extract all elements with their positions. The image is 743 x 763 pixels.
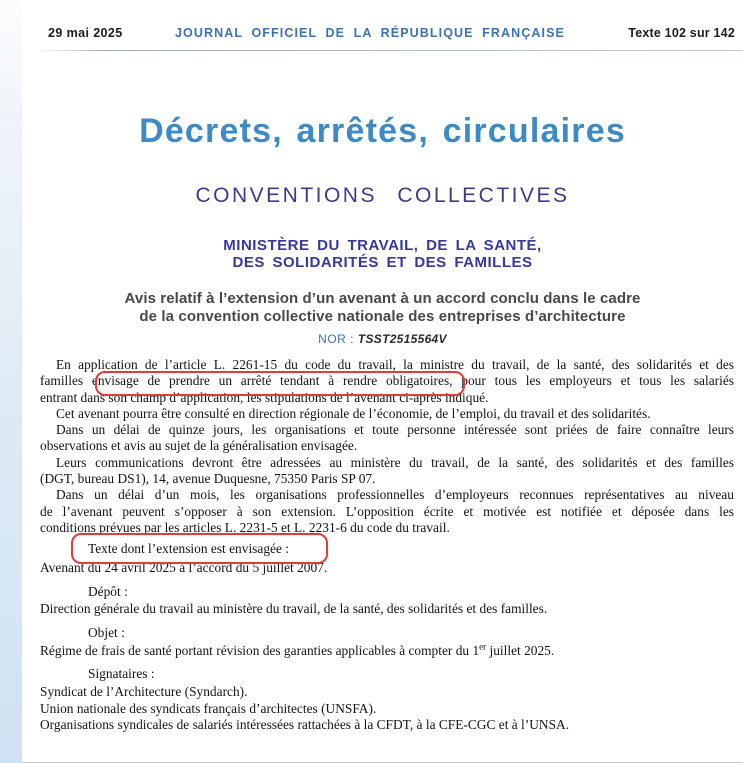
body-line: entrant dans son champ d’application, les stipulations de l’avenant ci-après indiqué. (40, 389, 489, 405)
regime-text-pre: Régime de frais de santé portant révision des garanties applicables à compter du 1 (40, 642, 480, 658)
ordinal-superscript: er (479, 641, 487, 652)
body-line (40, 643, 734, 659)
notice-title (22, 290, 743, 325)
body-line: observations et avis au sujet de la généralisation envisagée. (40, 438, 358, 454)
ministry-line-2: DES SOLIDARITÉS ET DES FAMILLES (232, 253, 533, 271)
body-line: Leurs communications devront être adressées au ministère du travail, de la santé, des solidarités et des familles (56, 454, 734, 470)
header-rule (35, 50, 743, 51)
depot-heading: Dépôt : (88, 583, 128, 599)
nor-value: TSST2515564V (357, 332, 447, 346)
body-line: Syndicat de l’Architecture (Syndarch). (40, 684, 248, 700)
header-date: 29 mai 2025 (48, 26, 123, 40)
body-line: Union nationale des syndicats français d’architectes (UNSFA). (40, 700, 377, 716)
notice-title-line-1: Avis relatif à l’extension d’un avenant à un accord conclu dans le cadre (124, 290, 641, 307)
nor-reference (22, 332, 743, 346)
body-line: Dans un délai de quinze jours, les organisations et toute personne intéressée sont priées de faire connaître leurs (56, 422, 734, 438)
extension-heading: Texte dont l’extension est envisagée : (88, 541, 289, 557)
subsection-title: CONVENTIONS COLLECTIVES (195, 184, 570, 207)
body-line: (DGT, bureau DS1), 14, avenue Duquesne, 75350 Paris SP 07. (40, 471, 376, 487)
body-line: Dans un délai d’un mois, les organisations professionnelles d’employeurs reconnues représentatives au niveau (56, 487, 734, 503)
body-line: conditions prévues par les articles L. 2231-5 et L. 2231-6 du code du travail. (40, 519, 450, 535)
body-line: familles envisage de prendre un arrêté tendant à rendre obligatoires, pour tous les employeurs et tous les salariés (40, 373, 734, 389)
objet-heading: Objet : (88, 625, 125, 641)
body-line: Cet avenant pourra être consulté en direction régionale de l’économie, de l’emploi, du travail et des solidarités. (56, 405, 651, 421)
ministry-heading (22, 238, 743, 271)
body-line: de l’avenant peuvent s’opposer à son extension. L’opposition écrite et motivée est notifiée et déposée dans les (40, 503, 734, 519)
body-line: En application de l’article L. 2261-15 du code du travail, la ministre du travail, de la santé, des solidarités et des (56, 357, 734, 372)
page-edge-gradient (0, 0, 22, 763)
header-journal-title: JOURNAL OFFICIEL DE LA RÉPUBLIQUE FRANÇAISE (174, 26, 565, 40)
notice-body (40, 357, 734, 733)
ministry-line-1: MINISTÈRE DU TRAVAIL, DE LA SANTÉ, (223, 237, 542, 254)
regime-text-post: juillet 2025. (486, 642, 555, 658)
nor-label: NOR : (318, 332, 358, 346)
notice-title-line-2: de la convention collective nationale des entreprises d’architecture (139, 307, 626, 325)
body-line: Direction générale du travail au ministère du travail, de la santé, des solidarités et des familles. (40, 601, 548, 617)
body-line: Avenant du 24 avril 2025 à l’accord du 5 juillet 2007. (40, 559, 328, 575)
signataires-heading: Signataires : (88, 666, 155, 682)
section-title: Décrets, arrêtés, circulaires (139, 112, 626, 150)
body-line: Organisations syndicales de salariés intéressées rattachées à la CFDT, à la CFE-CGC et à l’UNSA. (40, 716, 570, 732)
header-text-number: Texte 102 sur 142 (628, 26, 735, 40)
